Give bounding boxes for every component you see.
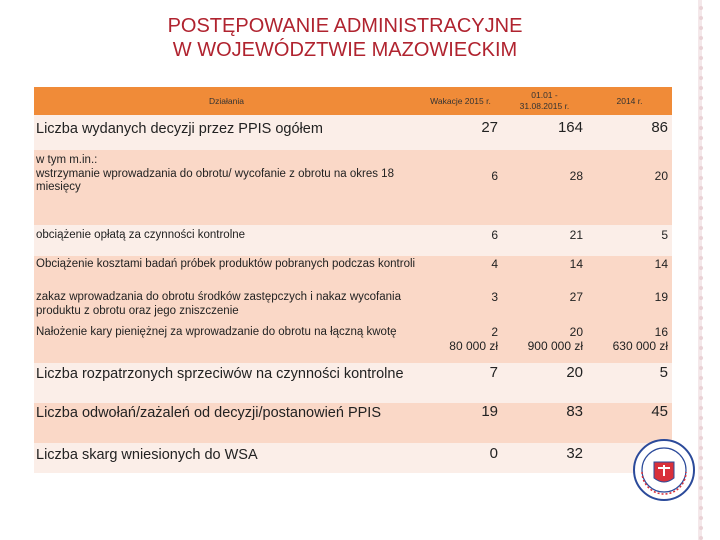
decorative-dot [699,366,703,370]
decorative-dot [699,396,703,400]
row-value-1: 19 [419,403,502,443]
decorative-dot [699,36,703,40]
decorative-dot [699,96,703,100]
row-value-1: 0 [419,443,502,473]
row-value-3: 20 [587,150,672,225]
row-value-3: 19 [587,290,672,325]
row-value-1: 6 [419,225,502,256]
decorative-dot [699,176,703,180]
title-line-1: POSTĘPOWANIE ADMINISTRACYJNE [167,15,523,37]
decorative-dot [699,356,703,360]
decorative-dot [699,496,703,500]
row-value-1: 4 [419,256,502,290]
decorative-dot [699,246,703,250]
decorative-dot [699,66,703,70]
row-label-line-1: w tym m.in.: [36,154,98,166]
title-line-2: W WOJEWÓDZTWIE MAZOWIECKIM [172,39,518,61]
row-value-2: 164 [502,115,587,150]
decorative-dot [699,266,703,270]
decorative-dot [699,236,703,240]
header-col-2-line-1: 01.01 - [531,90,558,100]
decorative-dot [699,346,703,350]
row-value-3: 5 [587,225,672,256]
row-value-1-line-1: 2 [491,325,498,339]
decorative-dot [699,126,703,130]
header-col-1: Wakacje 2015 r. [419,87,502,115]
row-value-2: 32 [502,443,587,473]
page-title [60,14,630,62]
row-label: Liczba wydanych decyzji przez PPIS ogółem [34,115,419,150]
decorative-dot [699,406,703,410]
decorative-dot [699,166,703,170]
row-value-2-line-2: 900 000 zł [527,338,583,353]
decorative-dot [699,116,703,120]
row-label: Liczba odwołań/zażaleń od decyzji/postanowień PPIS [34,403,419,443]
row-value-1: 6 [419,150,502,225]
decorative-dot [699,276,703,280]
decorative-dot [699,416,703,420]
sanitary-inspection-seal-icon [632,438,696,502]
row-value-1-line-2: 80 000 zł [449,338,498,353]
decorative-dot [699,46,703,50]
row-value-3: 5 [587,363,672,403]
row-value-3-line-1: 16 [654,325,668,339]
table-row [34,443,672,473]
row-value-3: 14 [587,256,672,290]
decorative-dot [699,136,703,140]
decorative-dot [699,286,703,290]
table-row [34,115,672,150]
row-value-2: 83 [502,403,587,443]
row-value-3 [587,325,672,363]
decorative-dot [699,156,703,160]
row-label: Obciążenie kosztami badań próbek produktów pobranych podczas kontroli [34,256,419,290]
table-row [34,403,672,443]
decorative-dot [699,76,703,80]
table-row [34,325,672,363]
decorative-dot [699,216,703,220]
row-value-1 [419,325,502,363]
decorative-dot [699,446,703,450]
decorative-dot [699,516,703,520]
row-label: Liczba skarg wniesionych do WSA [34,443,419,473]
decorative-dot [699,196,703,200]
row-value-2: 21 [502,225,587,256]
decorative-dot [699,146,703,150]
decorative-dot [699,106,703,110]
table-row [34,225,672,256]
row-label: Liczba rozpatrzonych sprzeciwów na czynności kontrolne [34,363,419,403]
header-col-2-line-2: 31.08.2015 r. [519,101,570,111]
row-value-2: 14 [502,256,587,290]
decorative-dot [699,16,703,20]
table-row [34,363,672,403]
decorative-dot [699,426,703,430]
header-col-3: 2014 r. [587,87,672,115]
row-label: Nałożenie kary pieniężnej za wprowadzanie do obrotu na łączną kwotę [34,325,419,363]
decorative-dot [699,506,703,510]
row-value-2: 28 [502,150,587,225]
decorative-dot [699,466,703,470]
decorative-dot [699,376,703,380]
row-value-3-line-2: 630 000 zł [612,338,668,353]
row-value-3: 86 [587,115,672,150]
header-label: Działania [34,87,419,115]
row-value-2: 20 [502,363,587,403]
decorative-dot [699,296,703,300]
decorative-dot [699,26,703,30]
row-value-2 [502,325,587,363]
row-value-1: 27 [419,115,502,150]
table-header-row [34,87,672,115]
row-value-3: 45 [587,403,672,443]
row-label: zakaz wprowadzania do obrotu środków zastępczych i nakaz wycofania produktu z obrotu oraz jego zniszczenie [34,290,419,325]
table-row [34,290,672,325]
decorative-dot [699,56,703,60]
decorative-dot [699,486,703,490]
decorative-dot [699,206,703,210]
table-row [34,150,672,225]
row-label: obciążenie opłatą za czynności kontrolne [34,225,419,256]
decorative-dot [699,86,703,90]
row-value-2: 27 [502,290,587,325]
row-label-line-2: wstrzymanie wprowadzania do obrotu/ wycofanie z obrotu na okres 18 miesięcy [36,167,394,193]
decorative-dot [699,436,703,440]
table-row [34,256,672,290]
row-value-1: 7 [419,363,502,403]
decorative-dot [699,386,703,390]
decorative-dot [699,526,703,530]
decorative-dot [699,456,703,460]
decorative-dot [699,316,703,320]
decorative-dot [699,256,703,260]
data-table [34,87,672,473]
row-value-2-line-1: 20 [569,325,583,339]
decorative-dot [699,6,703,10]
decorative-dot [699,336,703,340]
decorative-dot [699,306,703,310]
row-label [34,150,419,225]
row-value-1: 3 [419,290,502,325]
decorative-dot [699,226,703,230]
decorative-dot [699,326,703,330]
decorative-dot [699,186,703,190]
decorative-dot [699,476,703,480]
header-col-2 [502,87,587,115]
decorative-dots [695,0,709,540]
decorative-dot [699,536,703,540]
